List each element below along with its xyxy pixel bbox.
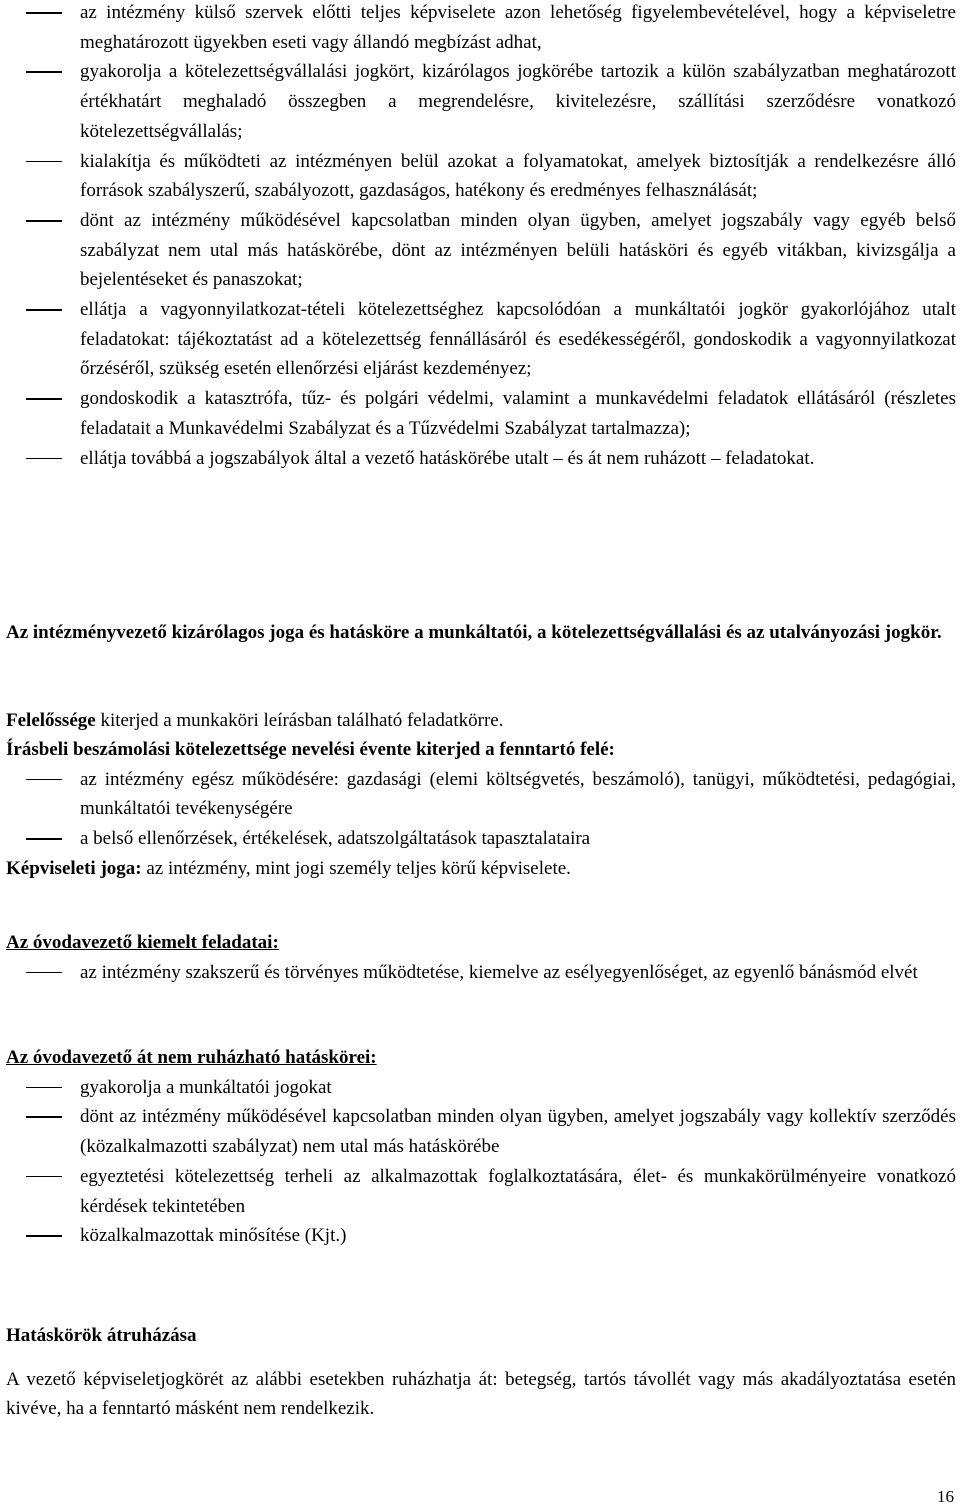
key-tasks-list <box>6 958 956 988</box>
leader-duties-list <box>6 0 956 473</box>
written-report-list <box>6 765 956 854</box>
non-transferable-list <box>6 1073 956 1251</box>
key-tasks-heading: Az óvodavezető kiemelt feladatai: <box>6 932 279 953</box>
list-item: az intézmény egész működésére: gazdasági (elemi költségvetés, beszámoló), tanügyi, működtetési, pedagógiai, munkáltatói tevékenységére <box>6 765 956 824</box>
dash-bullet-icon <box>26 958 62 988</box>
dash-bullet-icon <box>26 444 62 474</box>
list-item: az intézmény külső szervek előtti teljes képviselete azon lehetőség figyelembevételével, hogy a képviseletre meghatározott ügyekben eseti vagy állandó megbízást adhat, <box>6 0 956 57</box>
dash-bullet-icon <box>26 1162 62 1192</box>
dash-bullet-icon <box>26 765 62 795</box>
dash-bullet-icon <box>26 824 62 854</box>
responsibility-text: kiterjed a munkaköri leírásban található feladatkörre. <box>95 710 504 731</box>
non-transferable-section <box>6 1043 956 1251</box>
list-item: gondoskodik a katasztrófa, tűz- és polgári védelmi, valamint a munkavédelmi feladatok ellátásáról (részletes feladatait a Munkavédelmi Szabályzat és a Tűzvédelmi Szabályzat tartalmazza); <box>6 384 956 443</box>
list-item: dönt az intézmény működésével kapcsolatban minden olyan ügyben, amelyet jogszabály vagy kollektív szerződés (közalkalmazotti szabályzat) nem utal más hatáskörébe <box>6 1102 956 1161</box>
list-item: kialakítja és működteti az intézményen belül azokat a folyamatokat, amelyek biztosítják a rendelkezésre álló források szabályszerű, szabályozott, gazdaságos, hatékony és eredményes felhasználását; <box>6 147 956 206</box>
written-report-heading: Írásbeli beszámolási kötelezettsége nevelési évente kiterjed a fenntartó felé: <box>6 739 615 760</box>
non-transferable-heading: Az óvodavezető át nem ruházható hatáskörei: <box>6 1047 377 1068</box>
representation-label: Képviseleti joga: <box>6 857 142 879</box>
list-item: az intézmény szakszerű és törvényes működtetése, kiemelve az esélyegyenlőséget, az egyenlő bánásmód elvét <box>6 958 956 988</box>
list-item: dönt az intézmény működésével kapcsolatban minden olyan ügyben, amelyet jogszabály vagy egyéb belső szabályzat nem utal más hatáskörébe, dönt az intézményen belüli hatásköri és egyéb vitákban, kivizsgálja a bejelentéseket és panaszokat; <box>6 206 956 295</box>
list-item: egyeztetési kötelezettség terheli az alkalmazottak foglalkoztatására, élet- és munkakörülményeire vonatkozó kérdések tekintetében <box>6 1162 956 1221</box>
dash-bullet-icon <box>26 147 62 177</box>
dash-bullet-icon <box>26 206 62 236</box>
exclusive-rights-statement: Az intézményvezető kizárólagos joga és hatásköre a munkáltatói, a kötelezettségvállalási és az utalványozási jogkör. <box>6 622 942 643</box>
representation-text: az intézmény, mint jogi személy teljes körű képviselete. <box>141 857 571 879</box>
page-number: 16 <box>937 1487 954 1506</box>
dash-bullet-icon <box>26 0 62 28</box>
dash-bullet-icon <box>26 1221 62 1251</box>
dash-bullet-icon <box>26 384 62 414</box>
dash-bullet-icon <box>26 57 62 87</box>
responsibility-label: Felelőssége <box>6 710 96 731</box>
list-item: ellátja továbbá a jogszabályok által a vezető hatáskörébe utalt – és át nem ruházott – feladatokat. <box>6 444 956 474</box>
dash-bullet-icon <box>26 295 62 325</box>
delegation-heading: Hatáskörök átruházása <box>6 1325 197 1346</box>
list-item: közalkalmazottak minősítése (Kjt.) <box>6 1221 956 1251</box>
representation-paragraph <box>6 854 956 884</box>
dash-bullet-icon <box>26 1073 62 1103</box>
list-item: a belső ellenőrzések, értékelések, adatszolgáltatások tapasztalataira <box>6 824 956 854</box>
list-item: ellátja a vagyonnyilatkozat-tételi kötelezettséghez kapcsolódóan a munkáltatói jogkör gyakorlójához utalt feladatokat: tájékoztatást ad a kötelezettség fennállásáról és esedékességéről, gondoskodik a vagyonnyilatkozat őrzéséről, szükség esetén ellenőrzési eljárást kezdeményez; <box>6 295 956 384</box>
key-tasks-section <box>6 928 956 987</box>
delegation-section <box>6 1321 956 1424</box>
written-report-section <box>6 735 956 884</box>
responsibility-paragraph <box>6 706 956 736</box>
delegation-text: A vezető képviseletjogkörét az alábbi esetekben ruházhatja át: betegség, tartós távollét vagy más akadályoztatása esetén kivéve, ha a fenntartó másként nem rendelkezik. <box>6 1368 956 1420</box>
list-item: gyakorolja a munkáltatói jogokat <box>6 1073 956 1103</box>
dash-bullet-icon <box>26 1102 62 1132</box>
list-item: gyakorolja a kötelezettségvállalási jogkört, kizárólagos jogkörébe tartozik a külön szabályzatban meghatározott értékhatárt meghaladó összegben a megrendelésre, kivitelezésre, szállítási szerződésre vonatkozó kötelezettségvállalás; <box>6 57 956 146</box>
